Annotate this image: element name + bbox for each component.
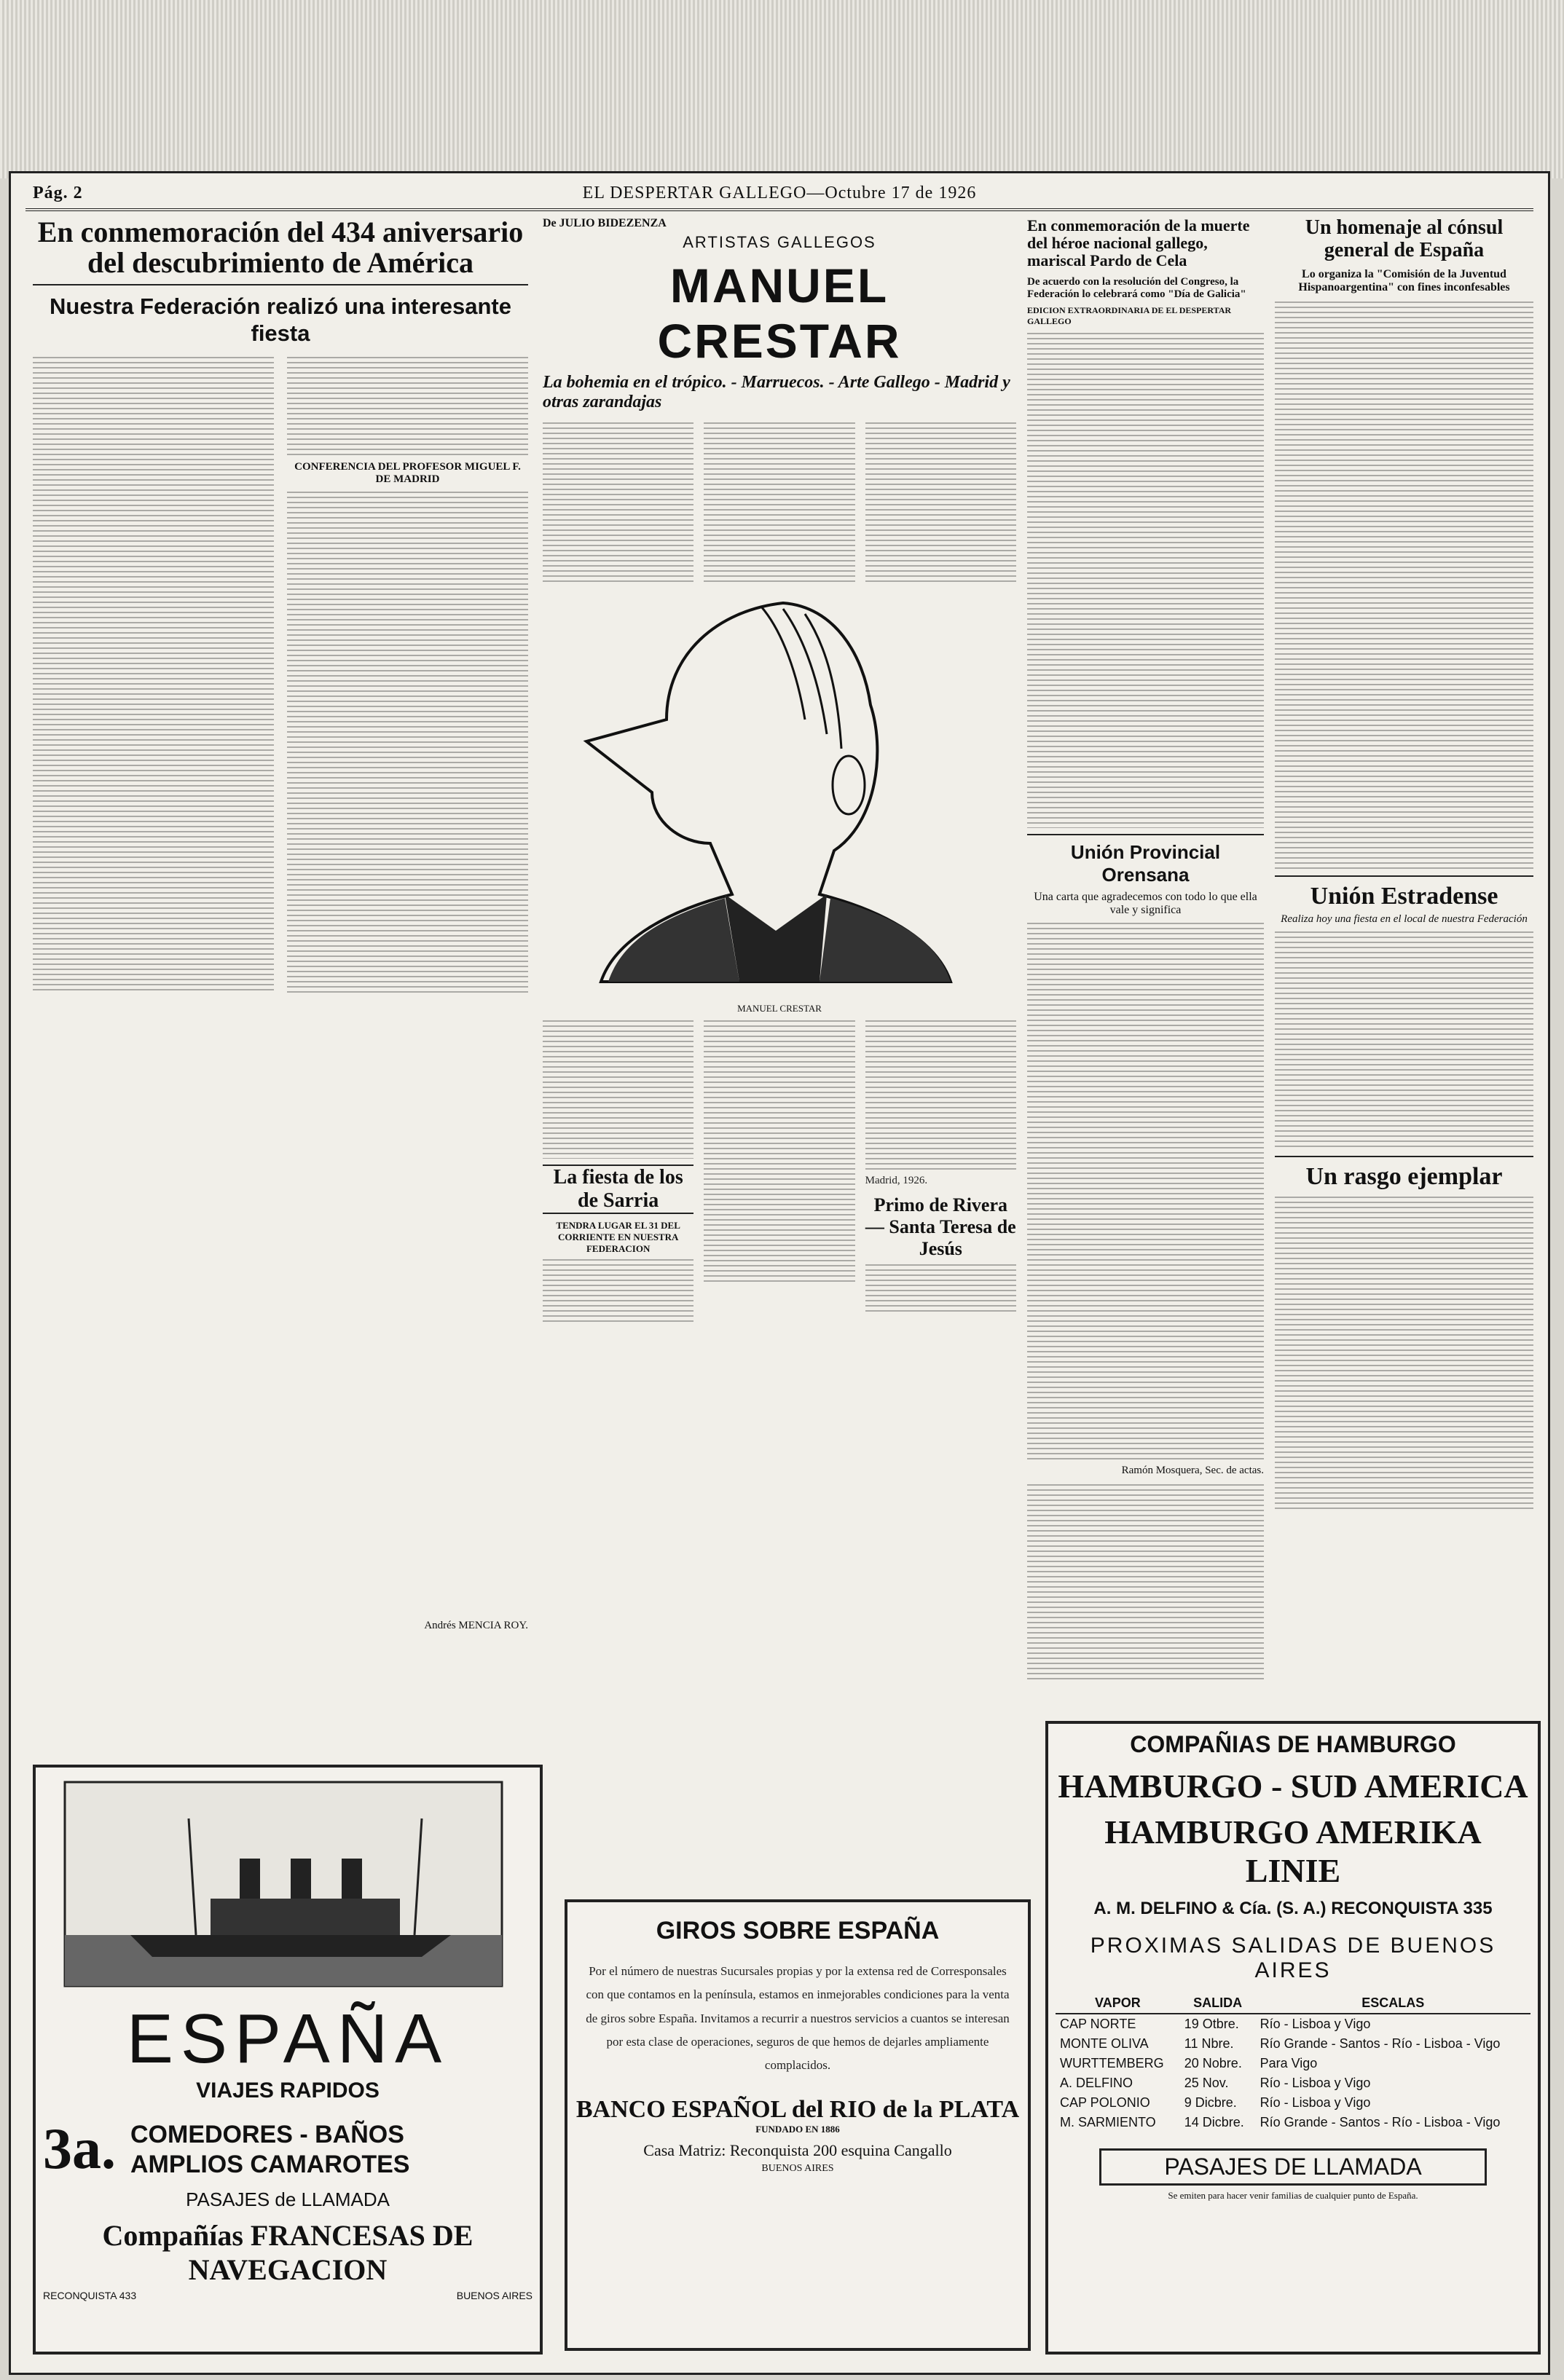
schedule-cell: 9 Dicbre. [1184,2095,1237,2110]
masthead: EL DESPERTAR GALLEGO—Octubre 17 de 1926 [582,184,977,202]
conference-heading: CONFERENCIA DEL PROFESOR MIGUEL F. DE MADRID [294,461,521,486]
ad-company: Compañías FRANCESAS DE NAVEGACION [102,2219,473,2286]
schedule-table [1056,1993,1530,2132]
portrait-caption: MANUEL CRESTAR [737,1003,822,1014]
article-title: Un homenaje al cónsul general de España [1305,217,1504,261]
schedule-cell: MONTE OLIVA [1060,2036,1149,2051]
ad-title: GIROS SOBRE ESPAÑA [656,1917,940,1944]
sarria-subtitle: TENDRA LUGAR EL 31 DEL CORRIENTE EN NUESTRA FEDERACION [556,1220,680,1254]
rasgo-title: Un rasgo ejemplar [1305,1162,1503,1190]
article-subtitle: Nuestra Federación realizó una interesante fiesta [50,293,511,347]
ad-city: BUENOS AIRES [761,2163,834,2175]
schedule-cell: M. SARMIENTO [1060,2115,1156,2129]
article-date: Madrid, 1926. [865,1175,928,1186]
page-number: Pág. 2 [33,184,83,202]
article-lead: De acuerdo con la resolución del Congreso, la Federación lo celebrará como "Día de Galicia" [1027,275,1246,300]
header-rule [25,208,1533,211]
article-byline: De JULIO BIDEZENZA [543,217,667,229]
schedule-row [1056,2054,1530,2073]
schedule-cell: Río - Lisboa y Vigo [1260,2017,1371,2031]
article-author: Andrés MENCIA ROY. [424,1620,528,1632]
schedule-cell: Para Vigo [1260,2056,1318,2070]
ad-footer: PASAJES DE LLAMADA [1099,2148,1487,2186]
page-header [33,181,1526,205]
schedule-cell: WURTTEMBERG [1060,2056,1164,2070]
schedule-cell: Río - Lisboa y Vigo [1260,2095,1371,2110]
ad-agent: A. M. DELFINO & Cía. (S. A.) RECONQUISTA 335 [1093,1899,1493,1918]
crestar-portrait [543,588,1016,996]
ad-address: Casa Matriz: Reconquista 200 esquina Cangallo [643,2141,952,2160]
ad-heading: COMPAÑIAS DE HAMBURGO [1130,1731,1456,1757]
ad-line-3: PASAJES de LLAMADA [186,2188,390,2210]
article-homenaje [1275,217,1533,1710]
schedule-cell: 20 Nobre. [1184,2056,1242,2070]
schedule-cell: Río Grande - Santos - Río - Lisboa - Vigo [1260,2115,1501,2129]
article-body [33,357,528,1617]
section-label: ARTISTAS GALLEGOS [683,233,876,251]
article-title: En conmemoración de la muerte del héroe nacional gallego, mariscal Pardo de Cela [1027,217,1250,270]
schedule-title: PROXIMAS SALIDAS DE BUENOS AIRES [1090,1934,1496,1982]
schedule-row [1056,2093,1530,2113]
estradense-subtitle: Realiza hoy una fiesta en el local de nuestra Federación [1281,913,1528,925]
ad-city: BUENOS AIRES [456,2290,533,2301]
union-title: Unión Provincial Orensana [1070,840,1221,886]
ad-line-1: HAMBURGO - SUD AMERICA [1058,1768,1528,1805]
article-title: En conmemoración del 434 aniversario del descubrimiento de América [37,217,524,279]
article-pardo-de-cela [1027,217,1264,1710]
ad-line-1: COMEDORES - BAÑOS [130,2120,404,2148]
ad-body: Por el número de nuestras Sucursales propias y por la extensa red de Corresponsales con que contamos en la península, estamos en inmejorables condiciones para la venta de giros sobre España. Invitamos a recurrir a nuestros servicios a cuantos se interesan por esta clase de operaciones, seguros de que hemos de dejarles ampliamente complacidos. [586,1964,1010,2073]
article-title: MANUEL CRESTAR [657,259,902,368]
ad-espana [33,1765,543,2355]
estradense-title: Unión Estradense [1310,882,1498,910]
ad-address: RECONQUISTA 433 [43,2290,137,2301]
union-subtitle: Una carta que agradecemos con todo lo que ella vale y significa [1034,890,1257,916]
primo-title: Primo de Rivera — Santa Teresa de Jesús [865,1194,1016,1260]
newspaper-sheet [9,171,1550,2375]
schedule-row [1056,2014,1530,2034]
article-crestar [543,217,1016,1717]
edition-note: EDICION EXTRAORDINARIA DE EL DESPERTAR GALLEGO [1027,304,1232,326]
ad-bank: BANCO ESPAÑOL del RIO de la PLATA [575,2096,1020,2124]
schedule-cell: Río Grande - Santos - Río - Lisboa - Vigo [1260,2036,1501,2051]
schedule-row [1056,2113,1530,2132]
schedule-col-header: VAPOR [1056,1993,1180,2014]
schedule-row [1056,2034,1530,2054]
article-columbus [33,217,528,1761]
schedule-cell: A. DELFINO [1060,2076,1133,2090]
ad-hamburgo [1045,1721,1541,2355]
scan-margin [0,0,1564,178]
schedule-col-header: ESCALAS [1256,1993,1530,2014]
union-signature: Ramón Mosquera, Sec. de actas. [1121,1464,1264,1476]
sarria-title: La fiesta de los de Sarria [543,1165,693,1214]
ad-founded: FUNDADO EN 1886 [755,2124,840,2135]
ad-title: ESPAÑA [126,2000,449,2078]
ship-illustration [43,1775,524,1993]
schedule-cell: CAP NORTE [1060,2017,1136,2031]
schedule-row [1056,2073,1530,2093]
ad-subtitle: VIAJES RAPIDOS [196,2078,380,2103]
ad-footer-note: Se emiten para hacer venir familias de cualquier punto de España. [1168,2190,1418,2201]
ad-class: 3a. [43,2117,116,2181]
schedule-cell: 25 Nov. [1184,2076,1229,2090]
article-lead: Lo organiza la "Comisión de la Juventud Hispanoargentina" con fines inconfesables [1298,267,1510,293]
schedule-cell: CAP POLONIO [1060,2095,1150,2110]
article-subtitle: La bohemia en el trópico. - Marruecos. - Arte Gallego - Madrid y otras zarandajas [543,373,1010,411]
schedule-cell: 14 Dicbre. [1184,2115,1244,2129]
sarria-article [543,1020,693,1282]
ad-line-2: HAMBURGO AMERIKA LINIE [1104,1813,1482,1889]
ad-giros [565,1899,1031,2351]
schedule-col-header: SALIDA [1180,1993,1256,2014]
schedule-cell: Río - Lisboa y Vigo [1260,2076,1371,2090]
schedule-cell: 19 Otbre. [1184,2017,1239,2031]
ad-line-2: AMPLIOS CAMAROTES [130,2150,410,2178]
schedule-cell: 11 Nbre. [1184,2036,1234,2051]
